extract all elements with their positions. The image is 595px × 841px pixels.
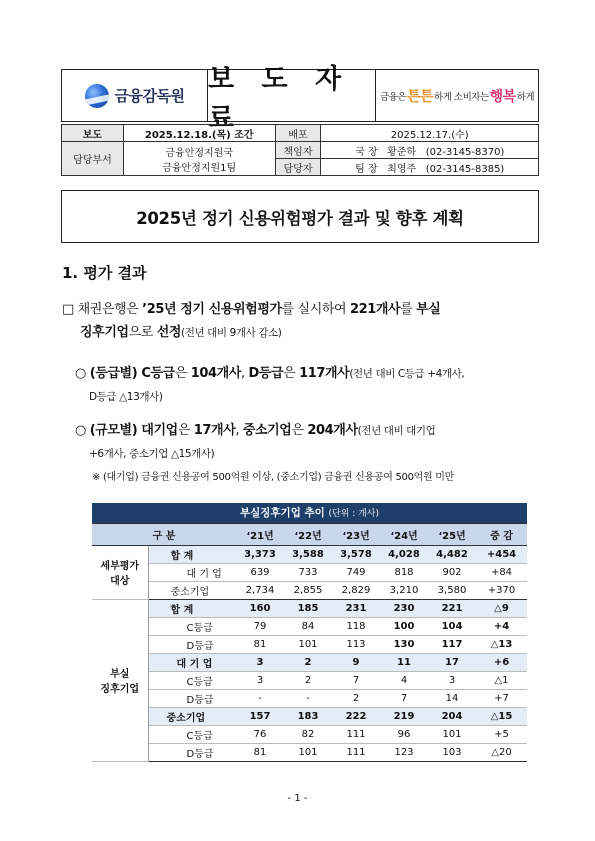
cell: 219 xyxy=(380,707,428,725)
paragraph-by-grade xyxy=(75,362,540,409)
cell: 818 xyxy=(380,563,428,581)
para1-bold: ’25년 정기 신용위험평가 xyxy=(142,302,282,317)
para3-text: , xyxy=(235,423,243,438)
cell: 130 xyxy=(380,635,428,653)
cell: △13 xyxy=(476,635,527,653)
table-row xyxy=(92,725,527,743)
cell: 123 xyxy=(380,743,428,761)
col-header: ‘23년 xyxy=(332,523,380,545)
col-header: 증 감 xyxy=(476,523,527,545)
para2-text: 은 xyxy=(174,366,191,381)
table-row xyxy=(92,689,527,707)
doc-type-title: 보 도 자 료 xyxy=(208,70,376,121)
cell: 96 xyxy=(380,725,428,743)
row-label: C등급 xyxy=(148,671,236,689)
cell: +4 xyxy=(476,617,527,635)
cell: 7 xyxy=(332,671,380,689)
col-header: ‘24년 xyxy=(380,523,428,545)
dept-names xyxy=(123,142,275,176)
cell: 81 xyxy=(236,635,284,653)
para2-note: (전년 대비 C등급 +4개사, xyxy=(349,368,465,380)
cell: 2,829 xyxy=(332,581,380,599)
dist-label: 배포 xyxy=(275,125,321,142)
col-header: ‘21년 xyxy=(236,523,284,545)
cell: 639 xyxy=(236,563,284,581)
row-label: 중소기업 xyxy=(148,707,236,725)
cell: +454 xyxy=(476,545,527,563)
para1-bold: 부실 xyxy=(416,302,441,317)
press-date: 2025.12.18.(목) 조간 xyxy=(123,125,275,142)
cell: 2,734 xyxy=(236,581,284,599)
cell: 76 xyxy=(236,725,284,743)
paragraph-by-size xyxy=(75,419,540,466)
row-group-label: 세부평가 xyxy=(100,561,140,572)
staff-name: 최영주 xyxy=(387,163,417,175)
table-row xyxy=(92,599,527,617)
cell: 117 xyxy=(428,635,476,653)
cell: 103 xyxy=(428,743,476,761)
circle-bullet-icon: ○ xyxy=(75,366,86,381)
para1-bold: 징후기업 xyxy=(80,325,129,340)
dept-label: 담당부서 xyxy=(62,142,124,176)
cell: 902 xyxy=(428,563,476,581)
para3-bold: 중소기업 xyxy=(242,423,292,438)
cell: 3,580 xyxy=(428,581,476,599)
para3-bold: 17개사 xyxy=(193,423,236,438)
dept-line1: 금융안정지원국 xyxy=(165,147,234,159)
cell: 113 xyxy=(332,635,380,653)
cell: 118 xyxy=(332,617,380,635)
cell: 204 xyxy=(428,707,476,725)
para2-bold: D등급 xyxy=(248,366,284,381)
col-header: ‘25년 xyxy=(428,523,476,545)
row-group-eval xyxy=(92,545,148,599)
para2-text: , xyxy=(240,366,249,381)
document-title: 2025년 정기 신용위험평가 결과 및 향후 계획 xyxy=(61,190,539,243)
dept-line2: 금융안정지원1팀 xyxy=(162,162,237,174)
para2-bold: 104개사 xyxy=(190,366,241,381)
col-header: 구 분 xyxy=(92,523,236,545)
para3-note: (전년 대비 대기업 xyxy=(357,425,436,437)
para3-bold: (규모별) 대기업 xyxy=(89,423,178,438)
row-group-weak xyxy=(92,599,148,761)
slogan-mid: 하게 소비자는 xyxy=(434,91,489,103)
cell: 81 xyxy=(236,743,284,761)
table-row xyxy=(92,653,527,671)
cell: △9 xyxy=(476,599,527,617)
para3-text: 은 xyxy=(291,423,308,438)
cell: 3 xyxy=(236,653,284,671)
paragraph-summary xyxy=(62,298,540,345)
row-label: D등급 xyxy=(148,689,236,707)
table-caption xyxy=(92,503,527,523)
cell: 185 xyxy=(284,599,332,617)
table-row xyxy=(92,563,527,581)
para2-line1 xyxy=(75,362,540,386)
cell: 2 xyxy=(284,671,332,689)
table-row xyxy=(92,671,527,689)
cell: 14 xyxy=(428,689,476,707)
cell: - xyxy=(236,689,284,707)
table-row xyxy=(92,743,527,761)
slogan xyxy=(376,70,538,121)
cell: △1 xyxy=(476,671,527,689)
section-heading: 1. 평가 결과 xyxy=(62,264,147,282)
table-row xyxy=(92,581,527,599)
para1-text: 를 실시하여 xyxy=(281,302,350,317)
resp-label: 책임자 xyxy=(275,142,321,159)
cell: +5 xyxy=(476,725,527,743)
para1-line1 xyxy=(62,298,540,321)
cell: +7 xyxy=(476,689,527,707)
staff-phone: (02-3145-8385) xyxy=(425,163,505,175)
cell: △15 xyxy=(476,707,527,725)
cell: 222 xyxy=(332,707,380,725)
row-group-label: 대상 xyxy=(110,576,130,587)
para1-text: 를 xyxy=(400,302,417,317)
cell: 100 xyxy=(380,617,428,635)
slogan-pre: 금융은 xyxy=(379,91,406,103)
globe-logo-icon xyxy=(85,84,109,108)
press-label: 보도 xyxy=(62,125,124,142)
para3-line2: +6개사, 중소기업 △15개사) xyxy=(89,448,215,460)
para3-bold: 204개사 xyxy=(307,423,358,438)
cell: 2 xyxy=(284,653,332,671)
cell: 101 xyxy=(284,635,332,653)
cell: 2,855 xyxy=(284,581,332,599)
cell: 84 xyxy=(284,617,332,635)
footnote: ※ (대기업) 금융권 신용공여 500억원 이상, (중소기업) 금융권 신용공여 500억원 미만 xyxy=(92,472,454,483)
table-caption-text: 부실징후기업 추이 xyxy=(239,507,325,520)
row-group-label: 징후기업 xyxy=(100,684,140,695)
table-unit: (단위 : 개사) xyxy=(328,509,380,520)
cell: 3 xyxy=(236,671,284,689)
dist-date: 2025.12.17.(수) xyxy=(321,125,539,142)
para1-line2 xyxy=(62,321,540,345)
para1-text: 으로 xyxy=(128,325,157,340)
slogan-post: 하게 xyxy=(516,91,535,103)
org-logo xyxy=(62,70,208,121)
row-group-label: 부실 xyxy=(110,669,130,680)
cell: 3 xyxy=(428,671,476,689)
para1-text: 채권은행은 xyxy=(77,302,143,317)
cell: - xyxy=(284,689,332,707)
cell: 101 xyxy=(428,725,476,743)
slogan-em1: 튼튼 xyxy=(406,88,434,105)
org-name: 금융감독원 xyxy=(114,87,185,105)
square-bullet-icon: □ xyxy=(62,302,74,317)
cell: 17 xyxy=(428,653,476,671)
cell: 4,482 xyxy=(428,545,476,563)
staff-title: 팀 장 xyxy=(355,163,378,175)
para1-note: (전년 대비 9개사 감소) xyxy=(181,327,282,339)
cell: 104 xyxy=(428,617,476,635)
cell: △20 xyxy=(476,743,527,761)
release-info-table xyxy=(61,124,539,176)
cell: 111 xyxy=(332,743,380,761)
cell: 231 xyxy=(332,599,380,617)
row-label: 중소기업 xyxy=(148,581,236,599)
col-header: ‘22년 xyxy=(284,523,332,545)
para3-text: 은 xyxy=(177,423,194,438)
cell: +6 xyxy=(476,653,527,671)
table-row xyxy=(92,635,527,653)
cell: 221 xyxy=(428,599,476,617)
cell: 11 xyxy=(380,653,428,671)
table-row xyxy=(92,545,527,563)
row-label: 합 계 xyxy=(148,545,236,563)
cell: 230 xyxy=(380,599,428,617)
resp-name: 황준하 xyxy=(387,146,417,158)
cell: 4,028 xyxy=(380,545,428,563)
cell: 157 xyxy=(236,707,284,725)
cell: 749 xyxy=(332,563,380,581)
cell: +370 xyxy=(476,581,527,599)
cell: 111 xyxy=(332,725,380,743)
para2-line2: D등급 △13개사) xyxy=(89,391,163,403)
cell: 160 xyxy=(236,599,284,617)
cell: 183 xyxy=(284,707,332,725)
table-row xyxy=(92,707,527,725)
para2-bold: (등급별) C등급 xyxy=(89,366,175,381)
para2-bold: 117개사 xyxy=(299,366,350,381)
resp-title: 국 장 xyxy=(355,146,378,158)
resp-phone: (02-3145-8370) xyxy=(425,146,505,158)
page-number: - 1 - xyxy=(287,793,308,804)
cell: 2 xyxy=(332,689,380,707)
staff-label: 담당자 xyxy=(275,159,321,176)
cell: 3,588 xyxy=(284,545,332,563)
cell: 4 xyxy=(380,671,428,689)
row-label: 대 기 업 xyxy=(148,653,236,671)
para2-text: 은 xyxy=(283,366,300,381)
para1-bold: 221개사 xyxy=(349,302,401,317)
cell: 3,578 xyxy=(332,545,380,563)
row-label: D등급 xyxy=(148,635,236,653)
cell: 3,210 xyxy=(380,581,428,599)
table-row xyxy=(92,617,527,635)
staff-contact xyxy=(321,159,539,176)
row-label: 합 계 xyxy=(148,599,236,617)
circle-bullet-icon: ○ xyxy=(75,423,86,438)
para1-bold: 선정 xyxy=(156,325,182,340)
row-label: C등급 xyxy=(148,617,236,635)
cell: 82 xyxy=(284,725,332,743)
cell: 7 xyxy=(380,689,428,707)
row-label: 대 기 업 xyxy=(148,563,236,581)
cell: 733 xyxy=(284,563,332,581)
row-label: D등급 xyxy=(148,743,236,761)
row-label: C등급 xyxy=(148,725,236,743)
cell: 3,373 xyxy=(236,545,284,563)
cell: 79 xyxy=(236,617,284,635)
resp-contact xyxy=(321,142,539,159)
para3-line1 xyxy=(75,419,540,443)
press-header xyxy=(61,63,539,134)
cell: +84 xyxy=(476,563,527,581)
slogan-em2: 행복 xyxy=(489,88,516,105)
weak-firm-trend-table xyxy=(92,503,527,762)
cell: 9 xyxy=(332,653,380,671)
cell: 101 xyxy=(284,743,332,761)
